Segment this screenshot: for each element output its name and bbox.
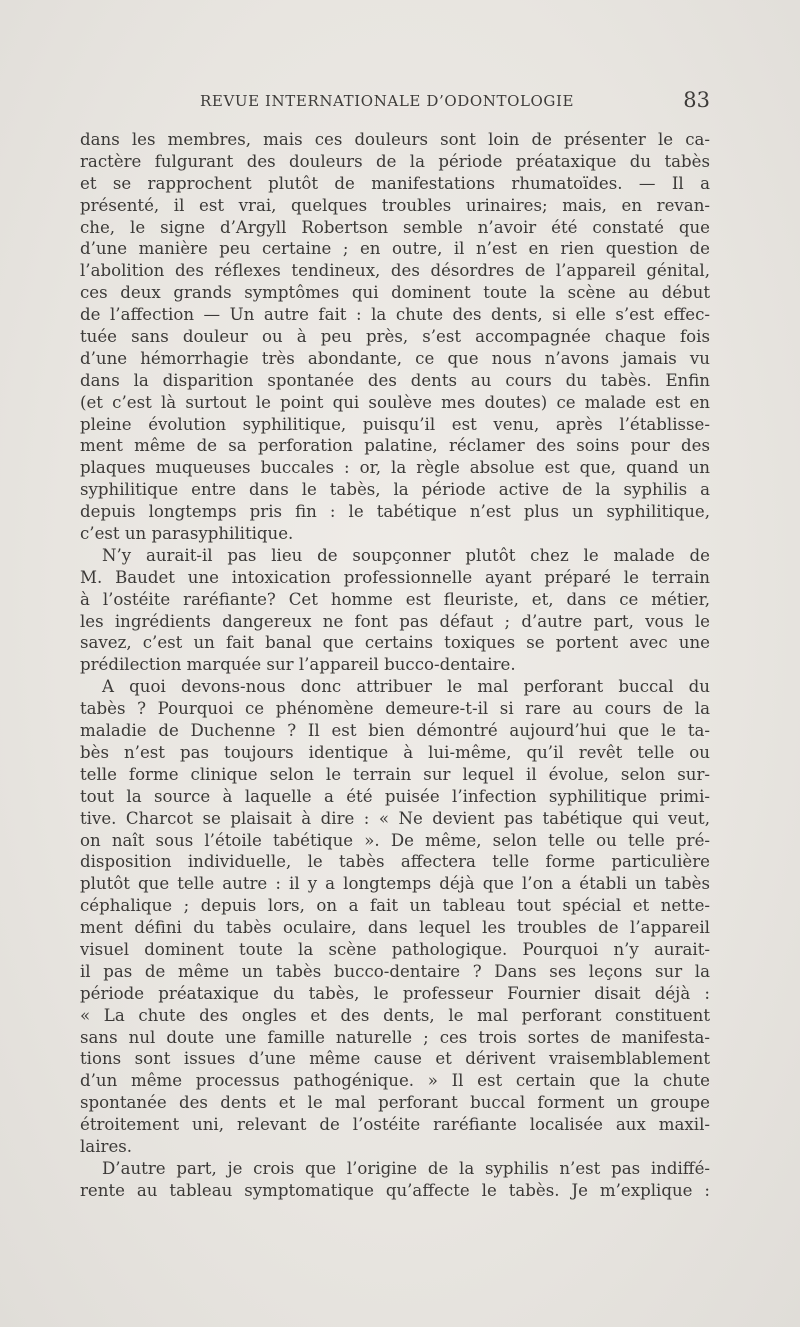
text-line: telle forme clinique selon le terrain sur lequel il évolue, selon sur- xyxy=(80,764,710,784)
text-line: céphalique ; depuis lors, on a fait un tableau tout spécial et nette- xyxy=(80,896,710,916)
text-line: d’une manière peu certaine ; en outre, il n’est en rien question de xyxy=(80,239,710,259)
text-line: d’un même processus pathogénique. » Il est certain que la chute xyxy=(80,1071,710,1091)
text-line: disposition individuelle, le tabès affectera telle forme particulière xyxy=(80,852,710,872)
text-line: rente au tableau symptomatique qu’affecte le tabès. Je m’explique : xyxy=(80,1180,710,1200)
paragraph-start-line: A quoi devons-nous donc attribuer le mal perforant buccal du xyxy=(102,677,710,697)
text-line: tabès ? Pourquoi ce phénomène demeure-t-il si rare au cours de la xyxy=(80,699,710,719)
text-line: les ingrédients dangereux ne font pas défaut ; d’autre part, vous le xyxy=(80,611,710,631)
text-line: syphilitique entre dans le tabès, la période active de la syphilis a xyxy=(80,480,710,500)
text-line: visuel dominent toute la scène pathologique. Pourquoi n’y aurait- xyxy=(80,939,710,959)
text-line: bès n’est pas toujours identique à lui-même, qu’il revêt telle ou xyxy=(80,742,710,762)
text-line: dans les membres, mais ces douleurs sont loin de présenter le ca- xyxy=(80,130,710,149)
paragraph-start-line: N’y aurait-il pas lieu de soupçonner plutôt chez le malade de xyxy=(102,545,710,565)
text-line: période préataxique du tabès, le professeur Fournier disait déjà : xyxy=(80,983,710,1003)
text-line: on naît sous l’étoile tabétique ». De même, selon telle ou telle pré- xyxy=(80,830,710,850)
text-line: savez, c’est un fait banal que certains toxiques se portent avec une xyxy=(80,633,710,653)
text-line: ractère fulgurant des douleurs de la période préataxique du tabès xyxy=(80,151,710,171)
paragraph-end-line: c’est un parasyphilitique. xyxy=(80,524,294,544)
text-line: plutôt que telle autre : il y a longtemps déjà que l’on a établi un tabès xyxy=(80,874,710,894)
text-line: dans la disparition spontanée des dents au cours du tabès. Enfin xyxy=(80,370,710,390)
text-line: plaques muqueuses buccales : or, la règle absolue est que, quand un xyxy=(80,458,710,478)
paragraph-start-line: D’autre part, je crois que l’origine de la syphilis n’est pas indiffé- xyxy=(102,1158,710,1178)
text-line: « La chute des ongles et des dents, le mal perforant constituent xyxy=(80,1005,710,1025)
text-line: il pas de même un tabès bucco-dentaire ? Dans ses leçons sur la xyxy=(80,961,710,981)
body-text xyxy=(80,129,710,1202)
text-line: ces deux grands symptômes qui dominent toute la scène au début xyxy=(80,283,710,303)
paragraph-end-line: laires. xyxy=(80,1136,133,1156)
running-title: REVUE INTERNATIONALE D’ODONTOLOGIE xyxy=(200,92,575,110)
text-line: présenté, il est vrai, quelques troubles urinaires; mais, en revan- xyxy=(80,195,710,215)
text-line: ment même de sa perforation palatine, réclamer des soins pour des xyxy=(80,436,710,456)
text-line: M. Baudet une intoxication professionnelle ayant préparé le terrain xyxy=(80,567,710,587)
text-line: tuée sans douleur ou à peu près, s’est accompagnée chaque fois xyxy=(80,327,710,347)
text-line: tout la source à laquelle a été puisée l’infection syphilitique primi- xyxy=(80,786,710,806)
text-line: et se rapprochent plutôt de manifestations rhumatoïdes. — Il a xyxy=(80,173,710,193)
page-header xyxy=(200,88,710,118)
text-line: maladie de Duchenne ? Il est bien démontré aujourd’hui que le ta- xyxy=(80,721,710,741)
text-line: ment défini du tabès oculaire, dans lequel les troubles de l’appareil xyxy=(80,918,710,938)
text-line: che, le signe d’Argyll Robertson semble n’avoir été constaté que xyxy=(80,217,710,237)
text-line: sans nul doute une famille naturelle ; ces trois sortes de manifesta- xyxy=(80,1027,710,1047)
text-line: tions sont issues d’une même cause et dérivent vraisemblablement xyxy=(80,1049,710,1069)
text-line: de l’affection — Un autre fait : la chute des dents, si elle s’est effec- xyxy=(80,305,710,325)
page-number: 83 xyxy=(683,88,710,112)
text-line: d’une hémorrhagie très abondante, ce que nous n’avons jamais vu xyxy=(80,348,710,368)
text-line: spontanée des dents et le mal perforant buccal forment un groupe xyxy=(80,1093,710,1113)
text-line: depuis longtemps pris fin : le tabétique n’est plus un syphilitique, xyxy=(80,502,710,522)
text-line: (et c’est là surtout le point qui soulève mes doutes) ce malade est en xyxy=(80,392,710,412)
text-line: étroitement uni, relevant de l’ostéite raréfiante localisée aux maxil- xyxy=(80,1115,710,1135)
text-line: tive. Charcot se plaisait à dire : « Ne devient pas tabétique qui veut, xyxy=(80,808,710,828)
text-line: à l’ostéite raréfiante? Cet homme est fleuriste, et, dans ce métier, xyxy=(80,589,710,609)
paragraph-end-line: prédilection marquée sur l’appareil bucco-dentaire. xyxy=(80,655,516,675)
text-line: pleine évolution syphilitique, puisqu’il est venu, après l’établisse- xyxy=(80,414,710,434)
text-line: l’abolition des réflexes tendineux, des désordres de l’appareil génital, xyxy=(80,261,710,281)
